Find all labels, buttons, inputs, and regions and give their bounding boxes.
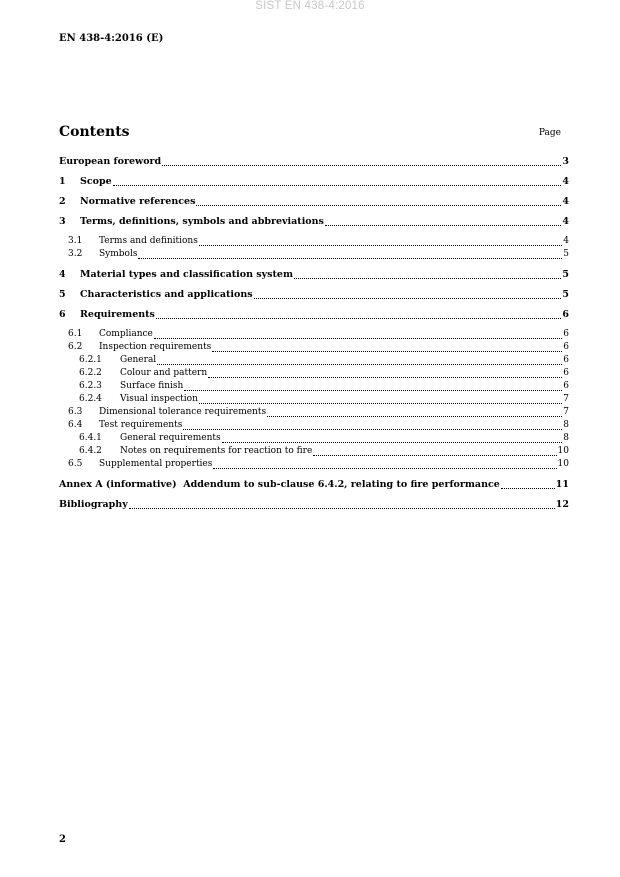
toc-entry-number: 3.1 <box>68 236 83 246</box>
toc-entry-page: 6 <box>562 309 569 320</box>
toc-entry-supplemental-properties[interactable] <box>59 459 569 472</box>
toc-entry-annex-a[interactable] <box>59 479 569 492</box>
toc-entry-page: 5 <box>562 269 569 280</box>
toc-entry-title: Scope <box>80 176 112 187</box>
toc-entry-inspection-requirements[interactable] <box>59 342 569 355</box>
toc-entry-visual-inspection[interactable] <box>59 394 569 407</box>
toc-leader-dots <box>156 317 561 319</box>
toc-entry-title: Requirements <box>80 309 155 320</box>
toc-entry-page: 6 <box>563 355 569 365</box>
toc-entry-characteristics[interactable] <box>59 289 569 302</box>
toc-entry-terms-definitions[interactable] <box>59 216 569 229</box>
toc-entry-general[interactable] <box>59 355 569 368</box>
toc-entry-number: 6.3 <box>68 407 83 417</box>
toc-entry-title: Compliance <box>99 329 153 339</box>
toc-leader-dots <box>184 389 562 391</box>
toc-leader-dots <box>199 402 562 404</box>
toc-leader-dots <box>294 277 561 279</box>
toc-entry-test-requirements[interactable] <box>59 420 569 433</box>
toc-entry-number: 6.2 <box>68 342 83 352</box>
toc-leader-dots <box>199 244 562 246</box>
toc-entry-terms-and-definitions[interactable] <box>59 236 569 249</box>
toc-leader-dots <box>325 224 561 226</box>
toc-entry-title: Material types and classification system <box>80 269 294 280</box>
toc-entry-title: Terms and definitions <box>99 236 198 246</box>
toc-entry-number: 6.2.4 <box>79 394 102 404</box>
toc-leader-dots <box>129 507 555 509</box>
toc-entry-page: 7 <box>563 407 569 417</box>
toc-entry-number: 5 <box>59 289 66 300</box>
toc-entry-title: Dimensional tolerance requirements <box>99 407 267 417</box>
toc-leader-dots <box>113 184 562 186</box>
toc-entry-number: 6 <box>59 309 66 320</box>
toc-entry-scope[interactable] <box>59 176 569 189</box>
toc-entry-number: 2 <box>59 196 66 207</box>
toc-leader-dots <box>154 337 562 339</box>
toc-entry-page: 4 <box>562 216 569 227</box>
toc-leader-dots <box>313 454 556 456</box>
toc-entry-title: Normative references <box>80 196 196 207</box>
toc-entry-page: 6 <box>563 368 569 378</box>
toc-entry-symbols[interactable] <box>59 249 569 262</box>
toc-entry-title: Test requirements <box>99 420 183 430</box>
toc-entry-page: 10 <box>557 446 569 456</box>
toc-entry-page: 6 <box>563 381 569 391</box>
toc-leader-dots <box>138 257 562 259</box>
document-id: EN 438-4:2016 (E) <box>59 33 164 44</box>
table-of-contents <box>59 156 569 512</box>
toc-entry-page: 8 <box>563 420 569 430</box>
toc-entry-page: 10 <box>557 459 569 469</box>
toc-leader-dots <box>162 164 561 166</box>
toc-entry-title: Characteristics and applications <box>80 289 253 300</box>
toc-entry-general-requirements[interactable] <box>59 433 569 446</box>
toc-entry-page: 7 <box>563 394 569 404</box>
watermark: SIST EN 438-4:2016 <box>255 0 365 12</box>
page-number: 2 <box>59 834 66 845</box>
toc-entry-title: Annex A (informative) Addendum to sub-clause 6.4.2, relating to fire performance <box>59 479 500 490</box>
toc-entry-title: Symbols <box>99 249 138 259</box>
toc-entry-title: Inspection requirements <box>99 342 212 352</box>
toc-entry-page: 5 <box>563 249 569 259</box>
toc-entry-page: 4 <box>562 176 569 187</box>
toc-entry-colour-and-pattern[interactable] <box>59 368 569 381</box>
toc-entry-material-types[interactable] <box>59 269 569 282</box>
toc-entry-page: 6 <box>563 342 569 352</box>
toc-entry-page: 11 <box>555 479 569 490</box>
toc-entry-compliance[interactable] <box>59 329 569 342</box>
toc-leader-dots <box>267 415 562 417</box>
toc-leader-dots <box>213 467 556 469</box>
toc-entry-title: Bibliography <box>59 499 128 510</box>
toc-entry-page: 5 <box>562 289 569 300</box>
toc-entry-number: 6.4 <box>68 420 83 430</box>
toc-entry-title: Terms, definitions, symbols and abbreviations <box>80 216 324 227</box>
toc-entry-page: 12 <box>555 499 569 510</box>
toc-entry-title: Colour and pattern <box>120 368 208 378</box>
toc-entry-title: Visual inspection <box>120 394 198 404</box>
toc-entry-normative-references[interactable] <box>59 196 569 209</box>
page-column-label: Page <box>538 128 561 138</box>
toc-entry-number: 3.2 <box>68 249 83 259</box>
toc-entry-number: 4 <box>59 269 66 280</box>
toc-leader-dots <box>212 350 562 352</box>
toc-entry-title: General requirements <box>120 433 221 443</box>
toc-leader-dots <box>254 297 562 299</box>
toc-entry-number: 6.2.1 <box>79 355 102 365</box>
toc-entry-number: 6.2.3 <box>79 381 102 391</box>
toc-entry-european-foreword[interactable] <box>59 156 569 169</box>
toc-entry-requirements[interactable] <box>59 309 569 322</box>
toc-entry-number: 6.2.2 <box>79 368 102 378</box>
toc-entry-title: Supplemental properties <box>99 459 213 469</box>
toc-leader-dots <box>222 441 563 443</box>
toc-entry-page: 8 <box>563 433 569 443</box>
toc-leader-dots <box>501 487 555 489</box>
toc-entry-number: 6.5 <box>68 459 83 469</box>
toc-entry-title: European foreword <box>59 156 162 167</box>
toc-entry-title: Surface finish <box>120 381 184 391</box>
toc-entry-title: General <box>120 355 157 365</box>
toc-entry-surface-finish[interactable] <box>59 381 569 394</box>
toc-leader-dots <box>196 204 561 206</box>
toc-entry-reaction-to-fire[interactable] <box>59 446 569 459</box>
toc-leader-dots <box>157 363 562 365</box>
toc-entry-number: 1 <box>59 176 66 187</box>
toc-leader-dots <box>183 428 562 430</box>
toc-entry-number: 6.4.1 <box>79 433 102 443</box>
contents-title: Contents <box>59 124 130 140</box>
toc-entry-page: 3 <box>562 156 569 167</box>
toc-entry-title: Notes on requirements for reaction to fire <box>120 446 313 456</box>
toc-entry-number: 6.4.2 <box>79 446 102 456</box>
toc-entry-number: 6.1 <box>68 329 83 339</box>
toc-leader-dots <box>208 376 562 378</box>
toc-entry-page: 4 <box>563 236 569 246</box>
toc-entry-bibliography[interactable] <box>59 499 569 512</box>
toc-entry-page: 4 <box>562 196 569 207</box>
toc-entry-number: 3 <box>59 216 66 227</box>
toc-entry-dimensional-tolerance[interactable] <box>59 407 569 420</box>
toc-entry-page: 6 <box>563 329 569 339</box>
